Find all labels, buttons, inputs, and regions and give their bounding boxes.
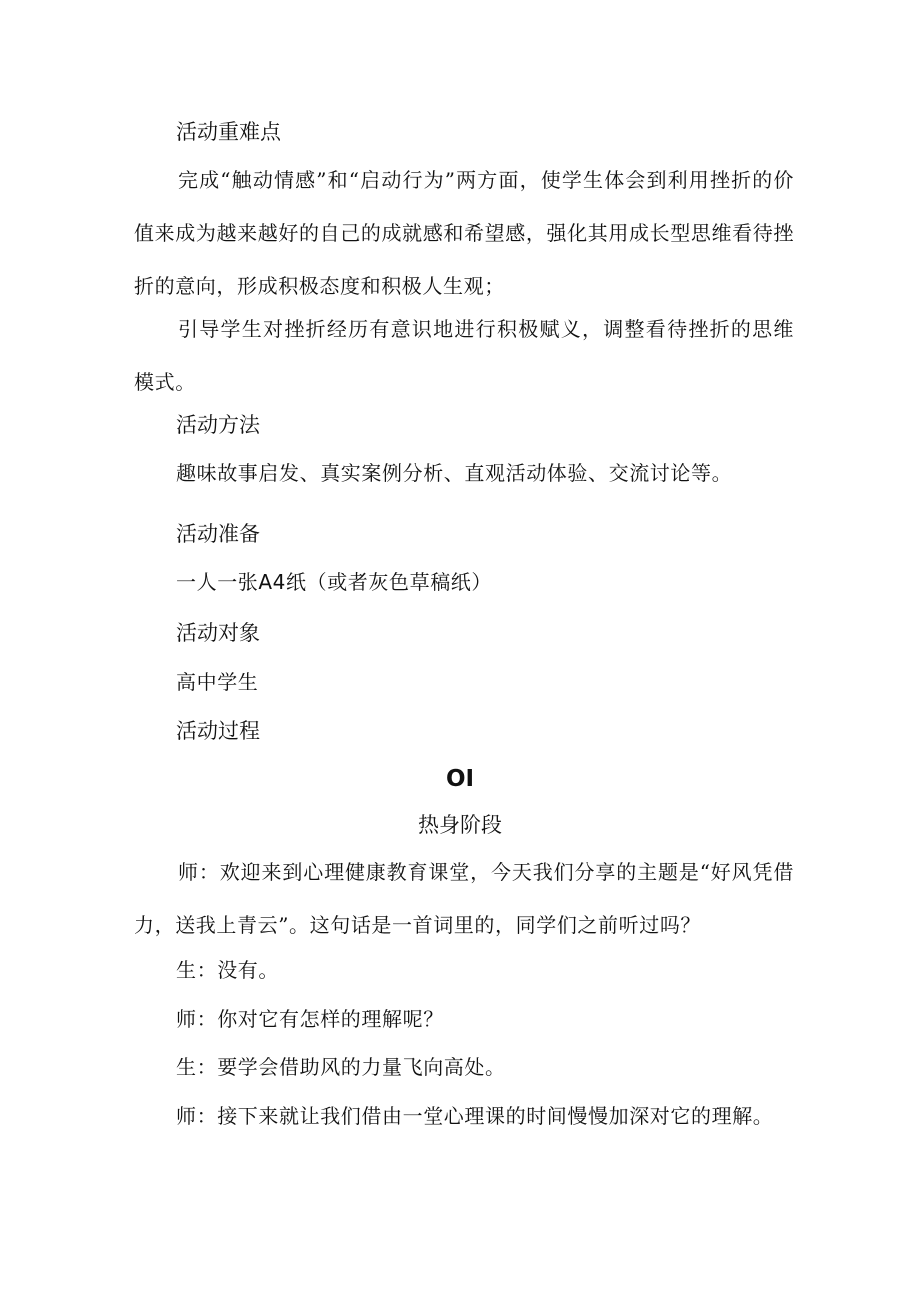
dialogue-line-2: 生：没有。 — [176, 958, 279, 982]
dialogue-line-5: 师：接下来就让我们借由一堂心理课的时间慢慢加深对它的理解。 — [176, 1104, 774, 1128]
method-text: 趣味故事启发、真实案例分析、直观活动体验、交流讨论等。 — [176, 461, 733, 485]
stage-title: 热身阶段 — [418, 813, 502, 837]
dialogue-line-3: 师：你对它有怎样的理解呢？ — [176, 1007, 444, 1031]
dialogue-line-1: 师：欢迎来到心理健康教育课堂，今天我们分享的主题是“好风凭借力，送我上青云”。这句话是一首词里的，同学们之前听过吗？ — [134, 860, 794, 937]
section-heading-difficulty: 活动重难点 — [176, 120, 281, 144]
section-heading-method: 活动方法 — [176, 413, 260, 437]
section-heading-preparation: 活动准备 — [176, 522, 260, 546]
difficulty-paragraph-2: 引导学生对挫折经历有意识地进行积极赋义，调整看待挫折的思维模式。 — [134, 317, 794, 394]
dialogue-line-4: 生：要学会借助风的力量飞向高处。 — [176, 1055, 506, 1079]
section-heading-target: 活动对象 — [176, 621, 260, 645]
section-heading-process: 活动过程 — [176, 719, 260, 743]
stage-number: OI — [445, 766, 475, 792]
difficulty-paragraph-1: 完成“触动情感”和“启动行为”两方面，使学生体会到利用挫折的价值来成为越来越好的自己的成就感和希望感，强化其用成长型思维看待挫折的意向，形成积极态度和积极人生观； — [134, 168, 794, 298]
target-text: 高中学生 — [176, 670, 259, 694]
preparation-text: 一人一张A4纸（或者灰色草稿纸） — [176, 570, 493, 594]
